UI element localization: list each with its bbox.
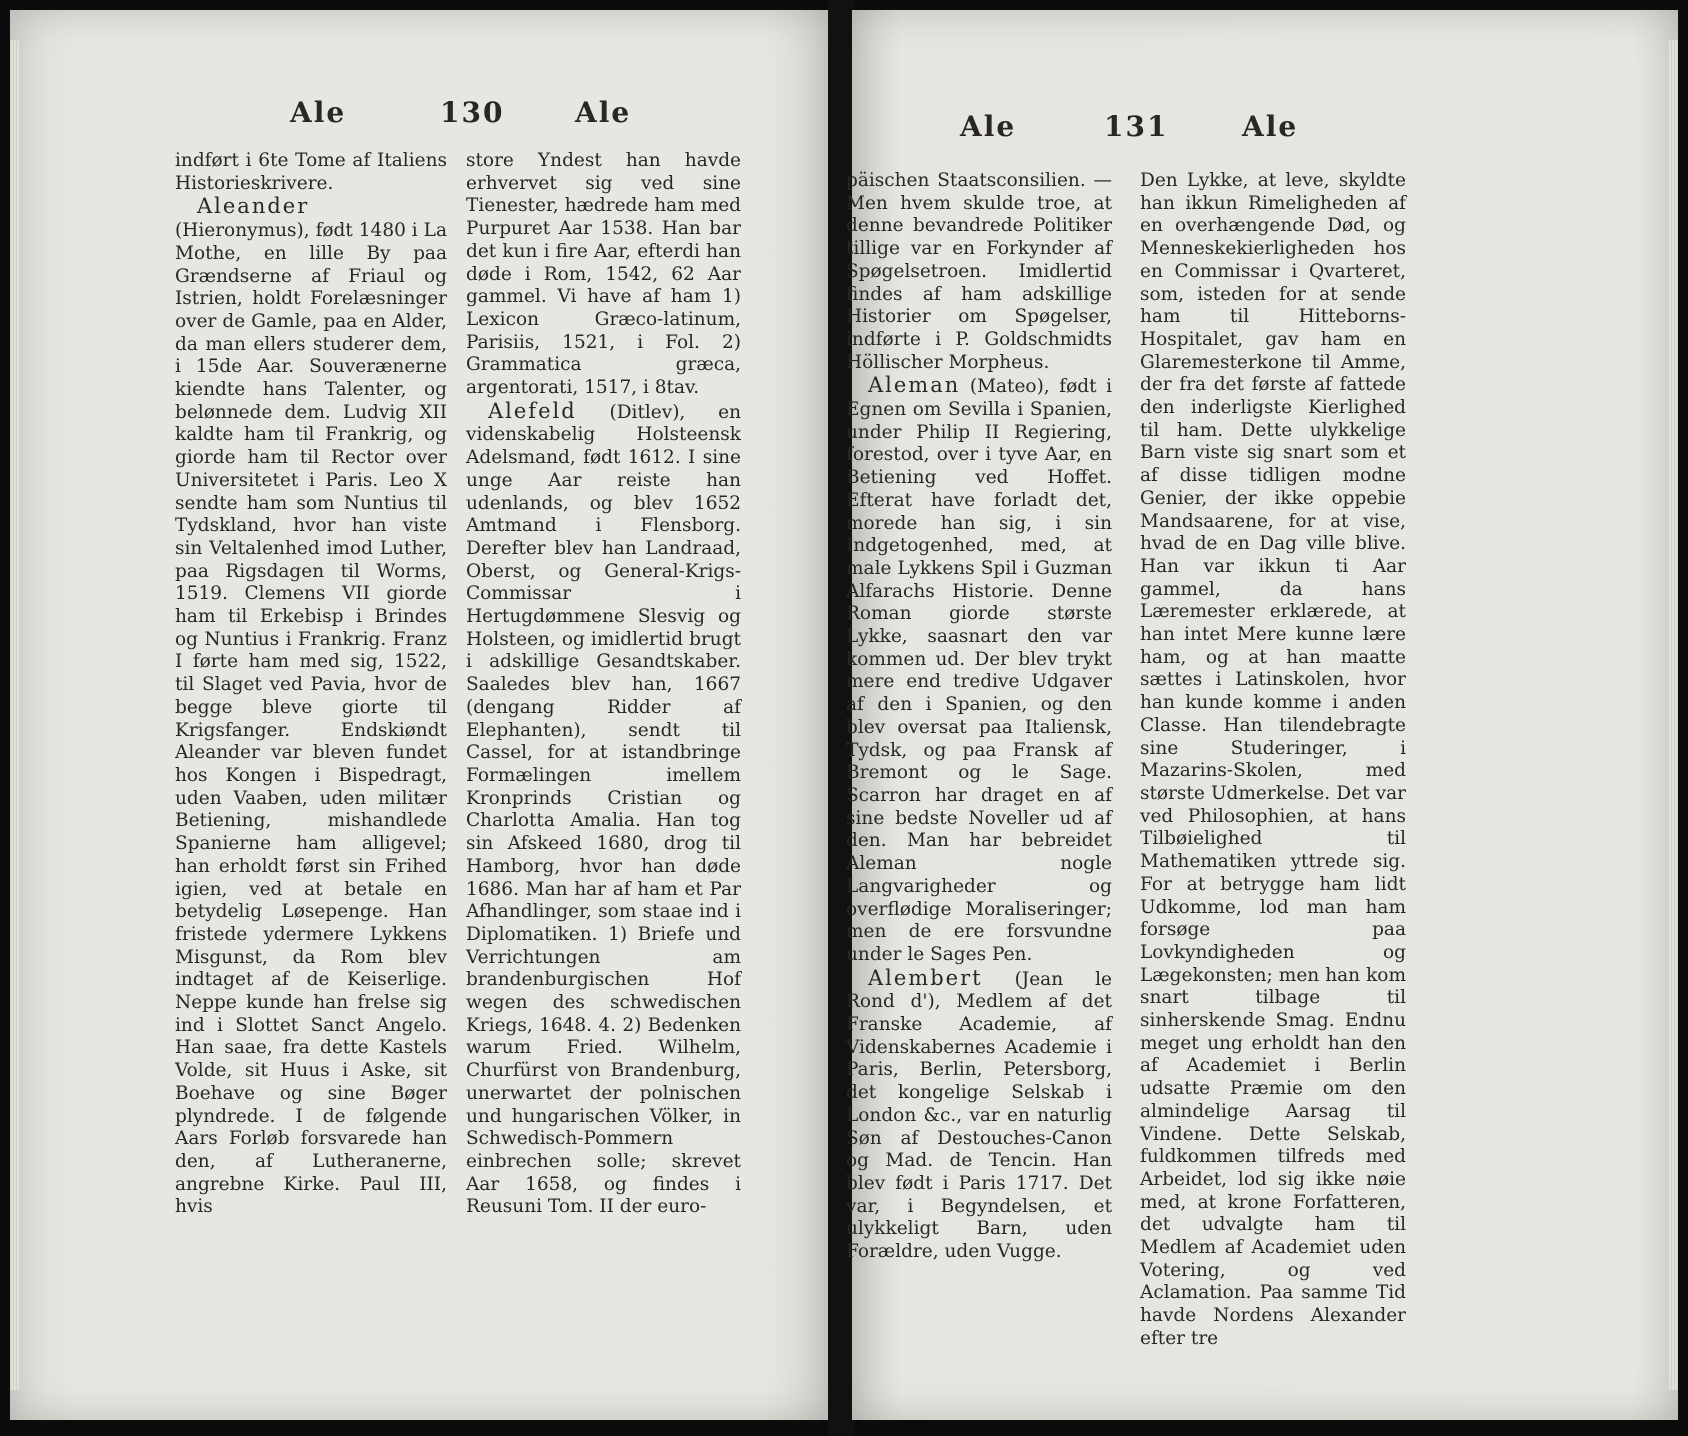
entry-body: store Yndest han havde erhvervet sig ved sine Tienester, hædrede ham med Purpuret Aar 1538. Han bar det kun i fire Aar, efterdi han døde i Rom, 1542, 62 Aar gammel. Vi have af ham 1) Lexicon Græco-latinum, Parisiis, 1521, i Fol. 2) Grammatica græca, argentorati, 1517, i 8tav. (466, 150, 741, 399)
entry-body: Den Lykke, at leve, skyldte han ikkun Rimeligheden af en overhængende Død, og Menneskekierligheden hos en Commissar i Qvarteret, som, isteden for at sende ham til Hitteborns-Hospitalet, gav ham en Glaremesterkone til Amme, der fra det første af fattede den inderligste Kierlighed til ham. Dette ulykkelige Barn viste sig snart som et af disse tidligen modne Genier, der ikke oppebie Mandsaarene, for at vise, hvad de en Dag ville blive. Han var ikkun ti Aar gammel, da hans Læremester erklærede, at han intet Mere kunne lære ham, og at han maatte sættes i Latinskolen, hvor han kunde komme i anden Classe. Han tilendebragte sine Studeringer, i Mazarins-Skolen, med største Udmerkelse. Det var ved Philosophien, at hans Tilbøielighed til Mathematiken yttrede sig. For at betrygge ham lidt Udkomme, lod man ham forsøge paa Lovkyndigheden og Lægekonsten; men han kom snart tilbage til sinherskende Smag. Endnu meget ung erholdt han den af Academiet i Berlin udsatte Præmie om den almindelige Aarsag til Vindene. Dette Selskab, fuldkommen tilfreds med Arbeidet, lod sig ikke nøie med, at krone Forfatteren, det udvalgte ham til Medlem af Academiet uden Votering, og ved Aclamation. Paa samme Tid havde Nordens Alexander efter tre (1140, 170, 1406, 1349)
entry-headword: Aleander (197, 194, 310, 219)
entry-headword: Alefeld (488, 398, 577, 423)
left-page (10, 10, 830, 1420)
entry-body: päischen Staatsconsilien. — Men hvem skulde troe, at denne bevandrede Politiker tillige var en Forkynder af Spøgelsetroen. Imidlertid findes af ham adskillige Historier om Spøgelser, indførte i P. Goldschmidts Höllischer Morpheus. (846, 170, 1112, 373)
dictionary-entry (175, 195, 447, 1219)
right-page-edge (1668, 40, 1678, 1390)
entry-headword: Alembert (868, 965, 983, 990)
dictionary-entry (846, 967, 1112, 1264)
dictionary-entry (846, 374, 1112, 966)
page-number: 130 (440, 96, 505, 129)
left-page-column-2 (466, 150, 741, 1219)
right-page-column-1 (846, 170, 1112, 1264)
continued-text (846, 170, 1112, 374)
entry-body: indført i 6te Tome af Italiens Historieskrivere. (175, 150, 447, 194)
right-page-column-2 (1140, 170, 1406, 1351)
entry-body: (Mateo), født i Egnen om Sevilla i Spanien, under Philip II Regiering, forestod, over i tyve Aar, en Betiening ved Hoffet. Efterat have forladt det, morede han sig, i sin Indgetogenhed, med, at male Lykkens Spil i Guzman Alfarachs Historie. Denne Roman giorde største Lykke, saasnart den var kommen ud. Der blev trykt mere end tredive Udgaver af den i Spanien, og den blev oversat paa Italiensk, Tydsk, og paa Fransk af Bremont og le Sage. Scarron har draget en af sine bedste Noveller ud af den. Man har bebreidet Aleman nogle Langvarigheder og overflødige Moraliseringer; men de ere forsvundne under le Sages Pen. (846, 376, 1112, 965)
left-page-edge (10, 40, 20, 1390)
page-number: 131 (1104, 110, 1169, 143)
continued-text (1140, 170, 1406, 1351)
continued-text (466, 150, 741, 400)
entry-body: (Hieronymus), født 1480 i La Mothe, en lille By paa Grændserne af Friaul og Istrien, holdt Forelæsninger over de Gamle, paa en Alder, da man ellers studerer dem, i 15de Aar. Souverænerne kiendte hans Talenter, og belønnede dem. Ludvig XII kaldte ham til Frankrig, og giorde ham til Rector over Universitetet i Paris. Leo X sendte ham som Nuntius til Tydskland, hvor han viste sin Veltalenhed imod Luther, paa Rigsdagen til Worms, 1519. Clemens VII giorde ham til Erkebisp i Brindes og Nuntius i Frankrig. Franz I førte ham med sig, 1522, til Slaget ved Pavia, hvor de begge bleve giorte til Krigsfanger. Endskiøndt Aleander var bleven fundet hos Kongen i Bispedragt, uden Vaaben, uden militær Betiening, mishandlede Spanierne ham alligevel; han erholdt først sin Frihed igien, ved at betale en betydelig Løsepenge. Han fristede ydermere Lykkens Misgunst, da Rom blev indtaget af de Keiserlige. Neppe kunde han frelse sig ind i Slottet Sanct Angelo. Han saae, fra dette Kastels Volde, sit Huus i Aske, sit Boehave og sine Bøger plyndrede. I de følgende Aars Forløb forsvarede han den, af Lutheranerne, angrebne Kirke. Paul III, hvis (175, 220, 447, 1218)
entry-body: (Jean le Rond d'), Medlem af det Franske Academie, af Videnskabernes Academie i Paris, Berlin, Petersborg, det kongelige Selskab i London &c., var en naturlig Søn af Destouches-Canon og Mad. de Tencin. Han blev født i Paris 1717. Det var, i Begyndelsen, et ulykkeligt Barn, uden Forældre, uden Vugge. (846, 968, 1112, 1263)
left-page-column-1 (175, 150, 447, 1219)
dictionary-entry (466, 400, 741, 1219)
entry-headword: Aleman (868, 373, 961, 398)
right-page (846, 10, 1678, 1420)
running-head-right: Ale (575, 96, 632, 129)
running-head-left: Ale (290, 96, 347, 129)
running-head-left: Ale (960, 110, 1017, 143)
entry-body: (Ditlev), en videnskabelig Holsteensk Adelsmand, født 1612. I sine unge Aar reiste han udenlands, og blev 1652 Amtmand i Flensborg. Derefter blev han Landraad, Oberst, og General-Krigs-Commissar i Hertugdømmene Slesvig og Holsteen, og imidlertid brugt i adskillige Gesandtskaber. Saaledes blev han, 1667 (dengang Ridder af Elephanten), sendt til Cassel, for at istandbringe Formælingen imellem Kronprinds Cristian og Charlotta Amalia. Han tog sin Afskeed 1680, drog til Hamborg, hvor han døde 1686. Man har af ham et Par Afhandlinger, som staae ind i Diplomatiken. 1) Briefe und Verrichtungen am brandenburgischen Hof wegen des schwedischen Kriegs, 1648. 4. 2) Bedenken warum Fried. Wilhelm, Churfürst von Brandenburg, unerwartet der polnischen und hungarischen Völker, in Schwedisch-Pommern einbrechen solle; skrevet Aar 1658, og findes i Reusuni Tom. II der euro- (466, 401, 741, 1218)
continued-text (175, 150, 447, 195)
running-head-right: Ale (1242, 110, 1299, 143)
